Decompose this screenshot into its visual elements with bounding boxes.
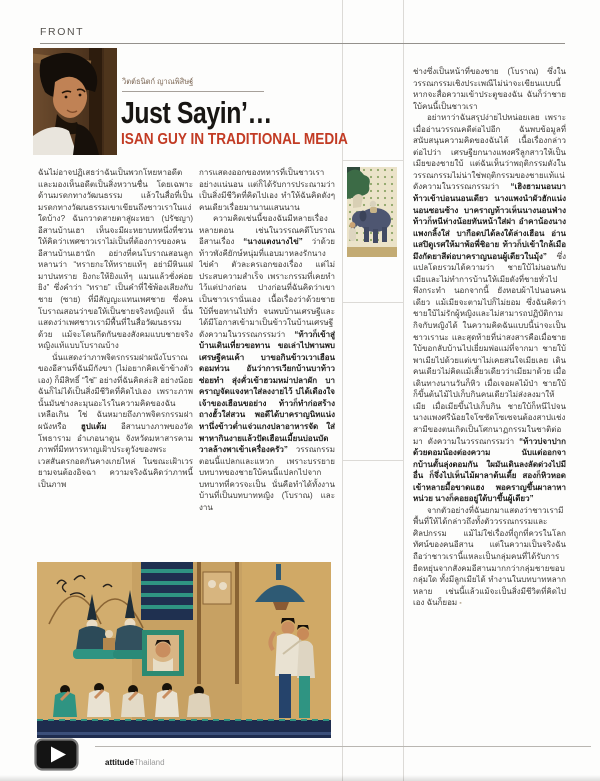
- article-end-mark: ▪: [459, 600, 462, 608]
- paragraph: อย่าหาว่าฉันสรุปง่ายไปหน่อยเลย เพราะเมื่ออ่านวรรณคดีต่อไปอีก ฉันพบข้อมูลที่สนับสนุนความคิดของฉันได้ เนื้อเรื่องกล่าวต่อไปว่า เศรษฐียกนางแพงศรีลูกสาวให้เป็นเมียของชายใบ้ แต่ฉันเห็นว่าพฤติกรรมดังในวรรณกรรมไม่น่าใช่พฤติกรรมของชายแท้แน่ ดังความในวรรณกรรมว่า “เฮิงฮามนอนบาท้าวเข้าบ่อนนอนเดียว นางแพงนำผัวฮักแน่งนอนซอนซ้าง บาคราญท้าวเห็นนางนอนฟ่าง ท้าวก็หนีห่างน้อยทันหน้าใส่ฝา อำคาน้องนางแพงกลิ้งใส่ บากือดบ่ได้ลงใต้ล่างเฮือน อ่านแสปิดูเรศให้มาพ้อพี่ชิอาย ท้าวก็บ่เข้าใกล้เมือมึงกัดยาสีด่อบาคราญนอนผู้เดียวในมุ้ง” ซึ่งแปลโดยรวมได้ความว่า ชายใบ้ไม่นอนกับเมียและไม่ทำการบ้านให้เมียดังที่ชายทั่วไปพึงกระทำ นอกจากนี้ ยังหอบผ้าไปนอนคนเดียว แม้เมียจะตามไปก็ไม่ยอม ซึ่งฉันคิดว่าชายใบ้ไม่รักผู้หญิงและไม่สามารถปฏิบัติกามกิจกับหญิงได้ ในความคิดฉันแบบนี้น่าจะเป็นชาวเรานะ และสุดท้ายที่น่าสงสารคือเมื่อชายใบ้ขอกลับบ้านไปเยี่ยมพ่อแม่ที่จากมา ชายใบ้พาเมียไปด้วยแต่เขาไม่เคยสนใจเมียเลย เดินคนเดียวไม่คิดแม้เสี้ยวเดียวว่าเมียมาด้วย เมื่อเดินทางนานวันก็หิว เมื่อเจอผลไม้ป่า ชายใบ้ก็ขึ้นต้นไม้ไปเก็บกินคนเดียวไม่ส่งลงมาให้เมีย เมื่อเมียขึ้นไปเก็บกิน ชายใบ้ก็หนีไปจนนางแพงศรีน้อยใจโซซัดโซเซจนต้องสาปแช่งสามีของตนเกิดเป็นโศกนาฏกรรมในชาติต่อมา ดังความในวรรณกรรมว่า “ท้าวบ่จาปากด้วยดอมน้องต่องความ นับแต่ออกจากบ้านตั้นลุ่งดอมกัน ใผมันเดินลงลัดด่วงไปมีอื่น ก็จึ่งไปเห็นไม้ผาลาต้นเตี้ย สองก็หิวหอดเข้าหลายมื้อขาดแฮง พอคราญขึ้นผาลาหาหน่วย นางก็คอยอยู่ใต้บาขึ้นผู้เดียว”: [413, 113, 566, 504]
- byline: วิตต์ธนิตก์ ญาณพิสิษฐ์: [122, 77, 194, 86]
- paragraph: จากตัวอย่างที่ฉันยกมาแสดงว่าชาวเรามีพื้นที่ให้ได้กล่าวถึงทั้งตัววรรณกรรมและศิลปกรรม แม้ไม่ใช่เรื่องที่ถูกที่ควรในโลกทัศน์ของคนอีสาน แต่ในความเป็นจริงฉันถือว่าชาวเรานี้แหละเป็นกลุ่มคนที่ได้รับการยืดหยุ่นจากสังคมอีสานมากกว่ากลุ่มชายขอบกลุ่มใด ทั้งมีลูกเมียได้ ทำงานในบทบาทหลากหลาย เช่นนี้แล้วแม้จะเป็นสิ่งมีชีวิตที่คิดไปเอง ฉันก็ยอม ▪: [413, 505, 566, 608]
- paragraph: นั่นแสดงว่าภาพจิตรกรรมฝาผนังโบราณของอีสานที่ฉันมีกังขา (ไม่อยากคิดเข้าข้างตัวเอง) ก็มีสิทธิ์ “ใช่” อย่างที่ฉันคิดล่ะสิ อย่างน้อยฉันก็ไม่ได้เป็นสิ่งมีชีวิตที่คิดไปเอง เพราะภาพนั้นมันช่างละมุนอะไรในความคิดของฉันเหลือเกิน ใช่ ฉันหมายถึงภาพจิตรกรรมฝาผนังหรือ ฮูปแต้ม อีสานบางภาพของวัดโพธาราม อำเภอนาดูน จังหวัดมหาสารคาม ภาพที่มีทหารหาญเฝ้าประตูวังของพระเวสสันดรกอดกันคางเกยไหล่ ในขณะเฝ้าเวรยามจนต้องอิจฉา ความจริงฉันคิดว่าภาพนี้เป็นภาพ: [38, 352, 193, 489]
- footer-rule: [95, 746, 591, 747]
- magazine-brand: [105, 758, 165, 767]
- section-label: FRONT: [40, 26, 85, 38]
- paragraph: การแสดงออกของทหารที่เป็นชาวเราอย่างแน่นอน แต่ก็ได้รับการประณามว่าเป็นสิ่งมีชีวิตที่คิดไปเอง ทำให้ฉันคิดดังๆ คนเดียวเรื่อยมานานแสนนาน: [199, 168, 335, 212]
- article-column-3: [413, 66, 566, 734]
- grid-strip-rule-2: [342, 302, 403, 303]
- article-title: Just Sayin’…: [121, 95, 272, 130]
- article-subtitle: ISAN GUY IN TRADITIONAL MEDIA: [121, 131, 348, 148]
- article-column-2: [199, 167, 335, 559]
- elephant-mural-image: [347, 167, 397, 257]
- paragraph: ฉันไม่อาจปฏิเสธว่าฉันเป็นพวกโหยหาอดีตและมองเห็นอดีตเป็นสิ่งหวานชื่น โดยเฉพาะด้านมรดกทางวัฒนธรรม แล้วในสื่อที่เป็นมรดกทางวัฒนธรรมเขาเขียนถึงชาวเราในแง่ใดบ้าง? ฉันกวาดสายตาสู่ผะหยา (ปรัชญา) อีสานบ้านเฮา เห็นจะมีผะหยาบทหนึ่งที่ชวนให้คิดว่าเพศชาวเราไม่เป็นที่ต้องการของคนอีสานบ้านเฮานัก อย่างที่คนโบราณสอนลูกหลานว่า “ทรายกะให้ทรายแท้ๆ อย่ามีหินแฝมาปนทราย ยิงกะให้ยิงแท้ๆ แมนแล้วชั่งค่อยยิง” ซึ่งคำว่า “ทราย” เป็นคำที่ใช้พ้องเสียงกับชาย (ซาย) ที่มีสัญญะแทนเพศชาย ซึ่งคนโบราณสอนว่าขอให้เป็นชายจริงหญิงแท้ นั้นแสดงว่าเพศชาวเรามีพื้นที่ในสื่อวัฒนธรรมด้วย แม้จะโดนกีดกันของสังคมแบบชายจริงหญิงแท้แบบโบราณบ้าง: [38, 168, 193, 351]
- paragraph: ความคิดเช่นนี้ของฉันมีหลายเรื่องหลายตอน เช่นในวรรณคดีโบราณอีสานเรื่อง “นางแตงนางไข่” ว่าด้วยท้าวพังคียักษ์หนุ่มที่แอบมาหลงรักนางไข่คำ ตัวละครเอกของเรื่อง แต่ไม่ประสบความสำเร็จ เพราะกรรมที่เคยทำไว้แต่ปางก่อน ปางก่อนที่ฉันคิดว่าเขาเป็นชาวเรานั่นเอง เนื้อเรื่องว่าด้วยชายใบ้ที่ขอทานไปทั่ว จนพบบ้านเศรษฐีและได้มีโอกาสเข้ามาเป็นข้าวในบ้านเศรษฐีดังความในวรรณกรรมว่า “ท้าวก็เข้าสู่บ้านเดินเที่ยวขอทาน ขอเล่าไปพานพบเศรษฐีคนเค้า บาขอกินข้าวเวาเฮือนดอมท่วน อันว่าการเวียกบ้านบาท้าวซ่อยทำ สุ่งคั่วเข้าฮวมหม่าปลาผัก บาคราญจัดแจงหาใส่ลงงายไว้ บ่ได้เดืองใจเจ้าของเฮือนขอย่าง ท้าวก็ทำก่อสร้างถางฮั้วใส่สวน พอดีได้บาคราญนิทแน่ง หานึ่งข้าวต่ำแจ่วแกงปลาอาหารจัด ใส่พาหากินงายแล้วปัดเฮือนเมี้ยนบ่อนบัดวาลล้างพาเข้าเครื่องครัว” วรรณกรรมตอนนี้แปลกและแหวก เพราะบรรยายบทบาทของชายใบ้คนนี้แปลกไปจากบทบาทที่ควรจะเป็น นั่นคือทำได้ทั้งงานบ้านที่เป็นบทบาทหญิง (โบราณ) และงาน: [199, 214, 335, 512]
- grid-strip-rule-1: [342, 160, 403, 161]
- byline-rule: [122, 91, 264, 92]
- brand-name-light: Thailand: [133, 758, 165, 767]
- author-photo: [33, 48, 117, 155]
- page-edge-shadow: [0, 775, 600, 781]
- header-rule: [40, 43, 565, 44]
- grid-vertical-rule-left: [342, 0, 343, 781]
- main-mural-image: [37, 562, 331, 738]
- paragraph: ช่างซึ่งเป็นหน้าที่ของชาย (โบราณ) ซึ่งในวรรณกรรมเชิงประเพณีไม่น่าจะเขียนแบบนี้ หากจะสื่อความเข้าประตูของฉัน ฉันก็ว่าชายใบ้คนนี้เป็นชาวเรา: [413, 67, 566, 111]
- article-column-1: [38, 167, 193, 559]
- brand-name-bold: attitude: [105, 758, 134, 767]
- grid-vertical-rule-right: [403, 0, 404, 781]
- play-icon: [34, 738, 79, 771]
- grid-strip-rule-3: [342, 460, 403, 461]
